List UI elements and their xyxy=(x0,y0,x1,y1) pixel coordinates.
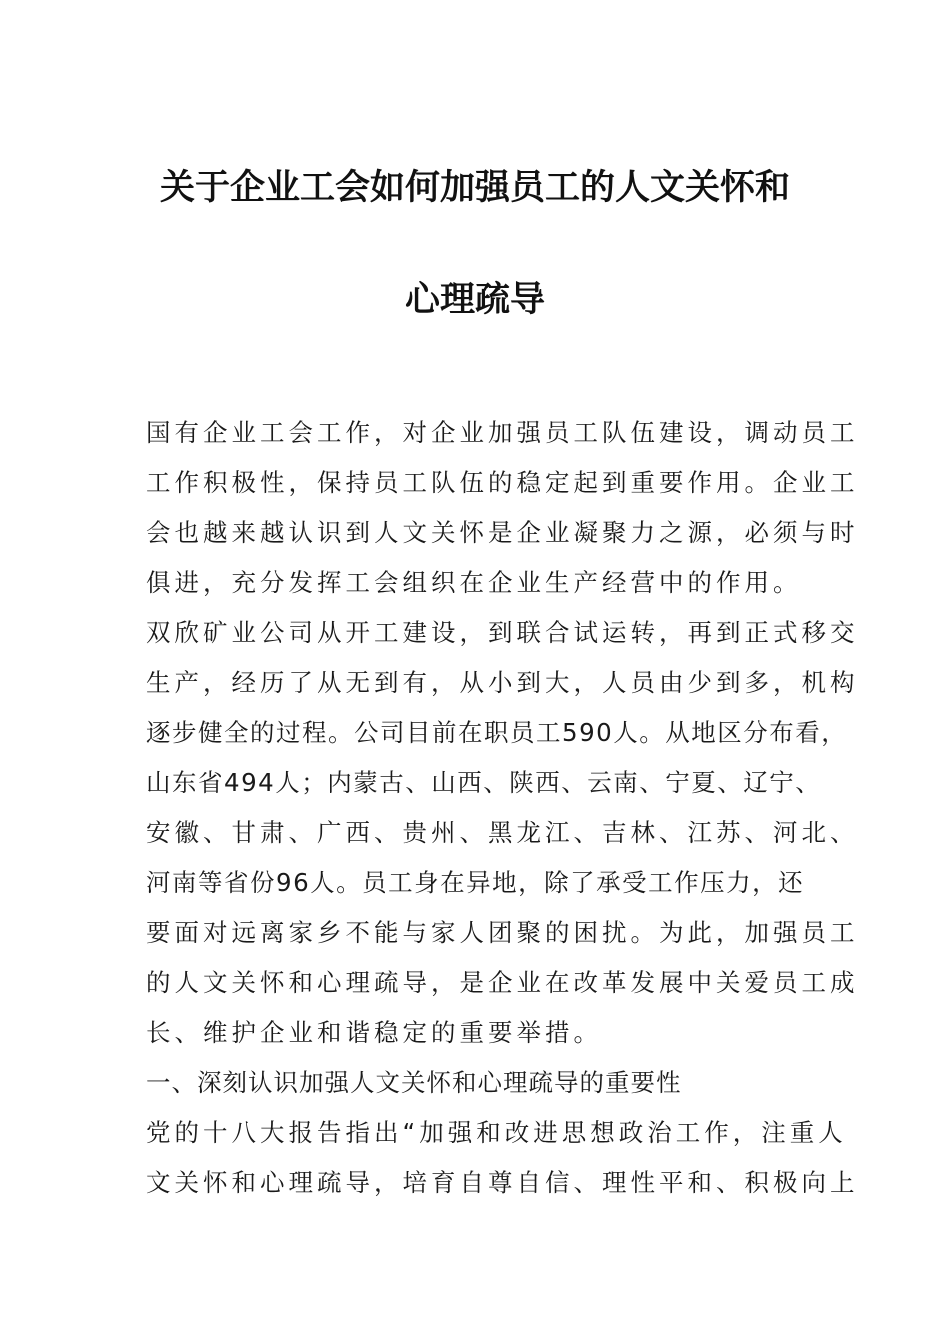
paragraph-line: 俱进，充分发挥工会组织在企业生产经营中的作用。 xyxy=(146,568,802,597)
paragraph-line: 国有企业工会工作，对企业加强员工队伍建设，调动员工 xyxy=(146,418,859,447)
paragraph-line: 长、维护企业和谐稳定的重要举措。 xyxy=(146,1018,602,1047)
paragraph-line: 要面对远离家乡不能与家人团聚的困扰。为此，加强员工 xyxy=(146,918,859,947)
paragraph-line: 党的十八大报告指出“加强和改进思想政治工作，注重人 xyxy=(146,1118,847,1147)
document-title-line-2: 心理疏导 xyxy=(404,280,545,320)
paragraph-line: 河南等省份96人。员工身在异地，除了承受工作压力，还 xyxy=(146,868,805,897)
paragraph-line: 会也越来越认识到人文关怀是企业凝聚力之源，必须与时 xyxy=(146,518,859,547)
document-body xyxy=(146,408,859,1208)
paragraph-line: 山东省494人；内蒙古、山西、陕西、云南、宁夏、辽宁、 xyxy=(146,768,822,797)
paragraph-line: 双欣矿业公司从开工建设，到联合试运转，再到正式移交 xyxy=(146,618,859,647)
section-heading: 一、深刻认识加强人文关怀和心理疏导的重要性 xyxy=(146,1068,682,1097)
paragraph-line: 安徽、甘肃、广西、贵州、黑龙江、吉林、江苏、河北、 xyxy=(146,818,859,847)
paragraph-line: 生产，经历了从无到有，从小到大，人员由少到多，机构 xyxy=(146,668,859,697)
paragraph-line: 文关怀和心理疏导，培育自尊自信、理性平和、积极向上 xyxy=(146,1168,859,1197)
paragraph-line: 逐步健全的过程。公司目前在职员工590人。从地区分布看， xyxy=(146,718,848,747)
paragraph-line: 的人文关怀和心理疏导，是企业在改革发展中关爱员工成 xyxy=(146,968,859,997)
paragraph-line: 工作积极性，保持员工队伍的稳定起到重要作用。企业工 xyxy=(146,468,859,497)
document-title-line-1: 关于企业工会如何加强员工的人文关怀和 xyxy=(159,168,790,208)
